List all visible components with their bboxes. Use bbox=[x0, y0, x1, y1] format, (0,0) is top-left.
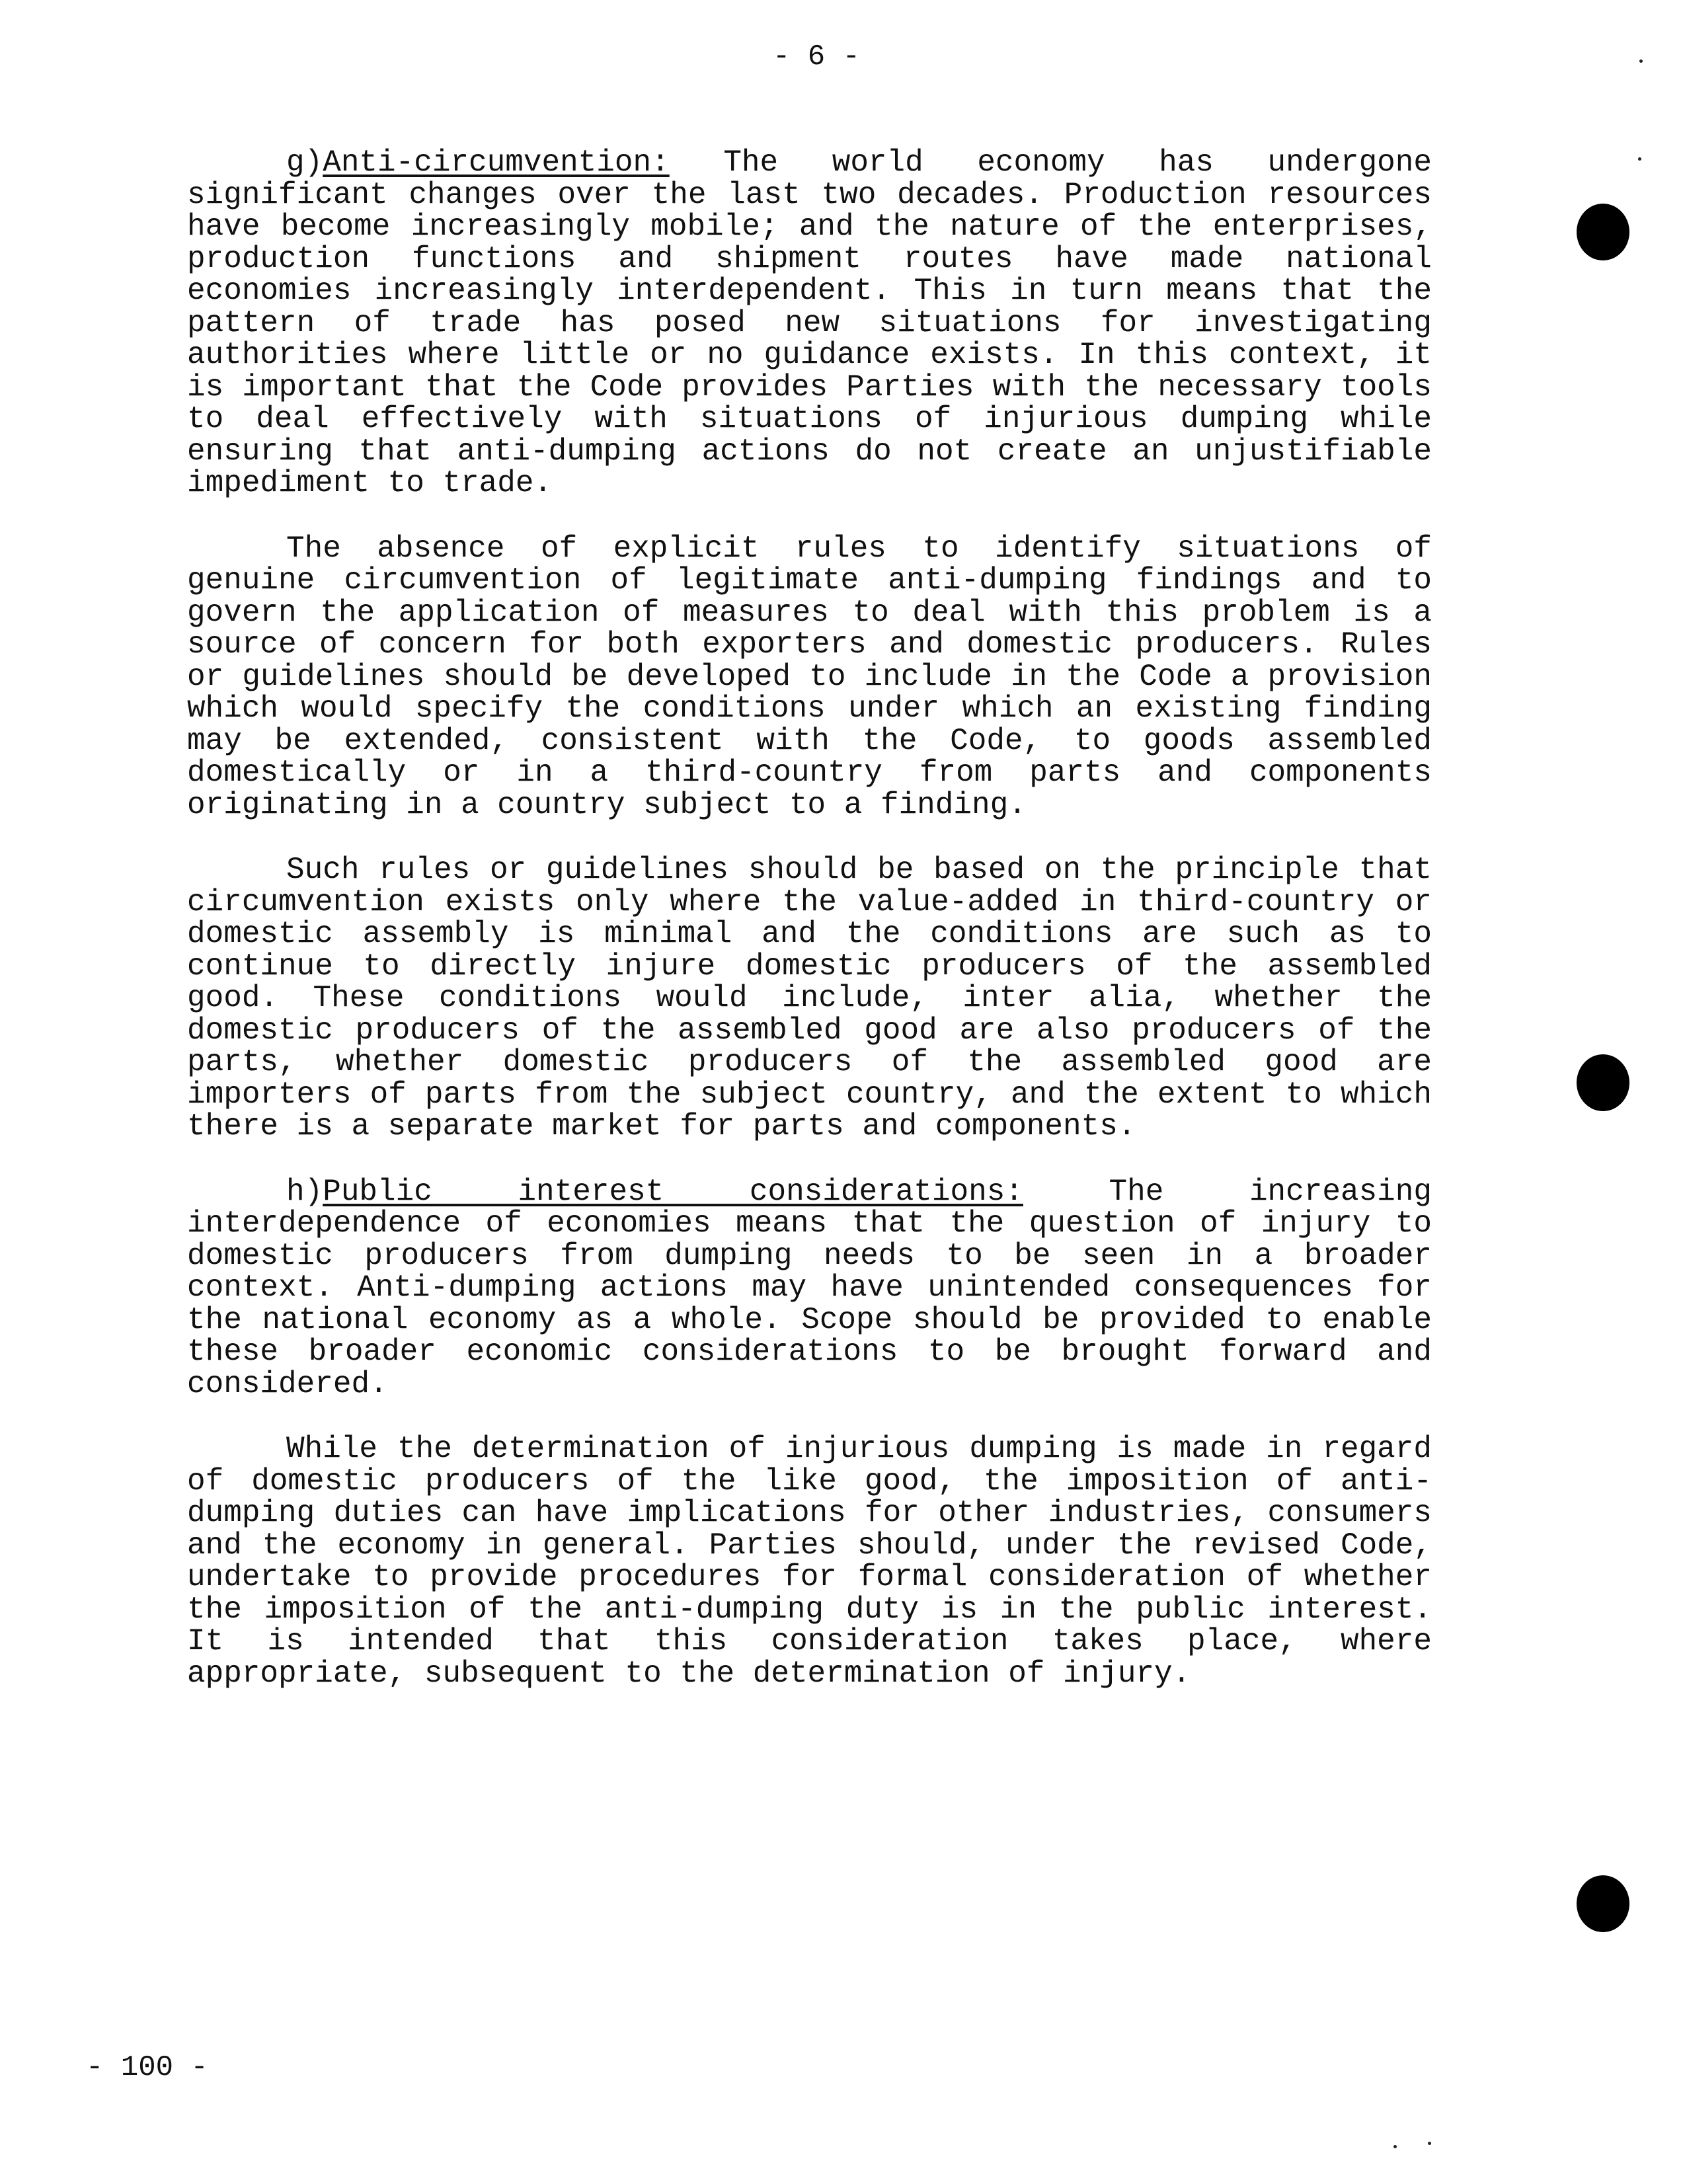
paragraph-g-3: Such rules or guidelines should be based on the principle that circumvention exists only where the value-added in third-country or domestic assembly is minimal and the conditions are such as to continue to directly injure domestic producers of the assembled good. These conditions would include, inter alia, whether the domestic producers of the assembled good are also producers of the parts, whether domestic producers of the assembled good are importers of parts from the subject country, and the extent to which there is a separate market for parts and components. bbox=[187, 853, 1432, 1144]
paragraph-h-intro bbox=[187, 1176, 1432, 1401]
paragraph-g-2: The absence of explicit rules to identify situations of genuine circumvention of legitimate anti-dumping findings and to govern the application of measures to deal with this problem is a source of concern for both exporters and domestic producers. Rules or guidelines should be developed to include in the Code a provision which would specify the conditions under which an existing finding may be extended, consistent with the Code, to goods assembled domestically or in a third-country from parts and components originating in a country subject to a finding. bbox=[187, 531, 1432, 822]
paragraph-g-intro bbox=[187, 147, 1432, 500]
scan-speck bbox=[1639, 59, 1643, 63]
punch-hole-bottom bbox=[1577, 1875, 1629, 1932]
section-g-marker: g) bbox=[286, 145, 323, 180]
scan-speck bbox=[1428, 2142, 1431, 2145]
section-g-heading: Anti-circumvention: bbox=[323, 145, 670, 180]
punch-hole-middle bbox=[1577, 1054, 1629, 1111]
scan-speck bbox=[1393, 2145, 1397, 2148]
paragraph-h-2: While the determination of injurious dumping is made in regard of domestic producers of the like good, the imposition of anti-dumping duties can have implications for other industries, consumers and the economy in general. Parties should, under the revised Code, undertake to provide procedures for formal consideration of whether the imposition of the anti-dumping duty is in the public interest. It is intended that this consideration takes place, where appropriate, subsequent to the determination of injury. bbox=[187, 1432, 1432, 1691]
section-h-marker: h) bbox=[286, 1174, 323, 1209]
page-number-bottom: - 100 - bbox=[86, 2051, 208, 2084]
page-number-top: - 6 - bbox=[772, 40, 861, 73]
section-h-heading: Public interest considerations: bbox=[323, 1174, 1023, 1209]
paragraph-g-1-text: The world economy has undergone significant changes over the last two decades. Production resources have become increasingly mobile; and the nature of the enterprises, production functions and shipment routes have made national economies increasingly interdependent. This in turn means that the pattern of trade has posed new situations for investigating authorities where little or no guidance exists. In this context, it is important that the Code provides Parties with the necessary tools to deal effectively with situations of injurious dumping while ensuring that anti-dumping actions do not create an unjustifiable impediment to trade. bbox=[187, 145, 1432, 500]
punch-hole-top bbox=[1577, 204, 1629, 260]
document-body bbox=[187, 147, 1432, 1723]
paragraph-h-1-text: The increasing interdependence of economies means that the question of injury to domestic producers from dumping needs to be seen in a broader context. Anti-dumping actions may have unintended consequences for the national economy as a whole. Scope should be provided to enable these broader economic considerations to be brought forward and considered. bbox=[187, 1174, 1432, 1401]
scan-speck bbox=[1638, 157, 1641, 161]
